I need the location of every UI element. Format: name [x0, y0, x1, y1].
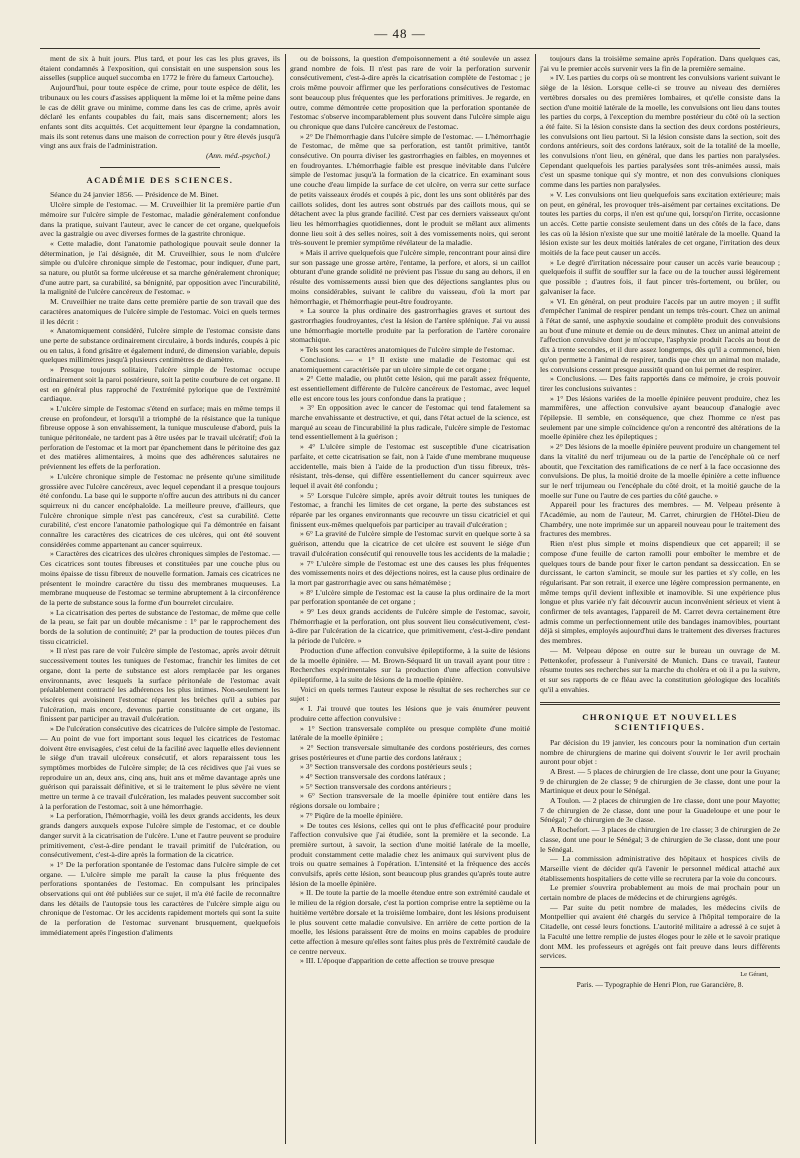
paragraph: » 6° Section transversale de la moelle épinière tout entière dans les régions dorsale ou lombaire ; [290, 791, 530, 811]
paragraph: — La commission administrative des hôpitaux et hospices civils de Marseille vient de décider qu'à l'avenir le personnel médical attaché aux établissements hospitaliers de cette ville se recrutera par la voie du concours. [540, 854, 780, 883]
paragraph: A Brest. — 5 places de chirurgien de 1re classe, dont une pour la Guyane; 9 de chirurgien de 2e classe; 9 de chirurgien de 3e classe, dont une pour la Martinique et deux pour le Sénégal. [540, 766, 780, 796]
paragraph: — Par suite du petit nombre de malades, les médecins civils de Montpellier qui avaient été chargés du service à l'hôpital temporaire de la Citadelle, ont cessé leurs fonctions. L'autorité militaire a adressé à ce sujet à la Faculté une lettre remplie de justes éloges pour le zèle et le savoir pratique dont MM. les professeurs et agrégés ont fait preuve dans leurs différents services. [540, 902, 780, 961]
paragraph: ou de boissons, la question d'empoisonnement a été soulevée un assez grand nombre de fois. Il n'est pas rare de voir la perforation survenir consécutivement, c'est-à-dire après la cicatrisation complète de l'estomac ; je crois même pouvoir affirmer que les perforations consécutives de l'estomac sont beaucoup plus fréquentes que les perforations primitives. Je regarde, en outre, comme démontrée cette proposition que la perforation spontanée de l'estomac s'observe incomparablement plus souvent dans l'ulcère simple aigu ou chronique que dans l'ulcère cancéreux de l'estomac. [290, 54, 530, 131]
paragraph: » 3° Section transversale des cordons postérieurs seuls ; [300, 762, 472, 772]
paragraph: Voici en quels termes l'auteur expose le résultat de ses recherches sur ce sujet : [290, 684, 530, 704]
paragraph: » De l'ulcération consécutive des cicatrices de l'ulcère simple de l'estomac. — Au point de vue fort important sous lequel les cicatrices de l'estomac doivent être envisagées, c'est celui de la facilité avec laquelle elles deviennent le siège d'un travail ulcéreux consécutif, et alors reparaissent tous les symptômes morbides de l'ulcère simple; de là ces récidives que j'ai vues se reproduire un an, deux ans, cinq ans, huit ans et même davantage après une guérison qui paraissait définitive, et si le traitement le plus sévère ne vient mettre un terme à ce travail d'ulcération, les malades peuvent succomber soit à la perforation de l'estomac, soit à une hémorrhagie. [40, 724, 280, 811]
paragraph: » IV. Les parties du corps où se montrent les convulsions varient suivant le siège de la lésion. Lorsque celle-ci se trouve au niveau des dernières vertèbres dorsales ou des premières lombaires, et qu'elle consiste dans la section d'une moitié latérale de la moelle, les convulsions ont lieu dans toutes les parties du corps, à l'exception du membre postérieur du côté où la section a été faite. Si la lésion consiste dans la section des deux cordons postérieurs, les convulsions ont lieu partout. Si la lésion consiste dans la section, soit des cordons antérieurs, soit des cordons latéraux, soit de la totalité de la moelle, les convulsions n'ont lieu, en général, que dans les parties non paralysées. Cependant quelquefois les parties paralysées sont très-animées aussi, mais c'est un spasme tonique qui s'y montre, et non des convulsions cloniques comme dans les parties non paralysées. [540, 73, 780, 190]
paragraph: Par décision du 19 janvier, les concours pour la nomination d'un certain nombre de chirurgiens de marine qui doivent s'ouvrir le 1er avril prochain auront pour objet : [540, 737, 780, 767]
section-title-academy: ACADÉMIE DES SCIENCES. [86, 174, 234, 185]
paragraph: » 1° Des lésions variées de la moelle épinière peuvent produire, chez les mammifères, une affection convulsive ayant beaucoup d'analogie avec l'épilepsie. Il semble, en conséquence, que chez l'homme ce n'est pas seulement par une simple coïncidence qu'on a rencontré des altérations de la moelle épinière chez les épileptiques ; [540, 393, 780, 442]
column-3 [540, 54, 780, 1144]
paragraph: » 2° Section transversale simultanée des cordons postérieurs, des cornes grises postérieures et d'une partie des cordons latéraux ; [290, 742, 530, 762]
paragraph: » De toutes ces lésions, celles qui ont le plus d'efficacité pour produire l'affection convulsive que j'ai étudiée, sont la première et la seconde. La première surtout, à savoir, la section d'une moitié latérale de la moelle, produit constamment cette maladie chez les animaux qui survivent plus de trois ou quatre semaines à l'opération. L'intensité et la fréquence des accès convulsifs, après cette lésion, sont beaucoup plus grandes qu'après toute autre lésion de la moelle épinière. [290, 820, 530, 888]
printer-footer: Paris. — Typographie de Henri Plon, rue Garancière, 8. [576, 979, 744, 989]
paragraph: » Conclusions. — Des faits rapportés dans ce mémoire, je crois pouvoir tirer les conclusions suivantes : [540, 374, 780, 393]
paragraph: » 1° Section transversale complète ou presque complète d'une moitié latérale de la moelle épinière ; [290, 723, 530, 743]
divider [540, 702, 780, 705]
paragraph: Conclusions. — « 1° Il existe une maladie de l'estomac qui est anatomiquement caractérisée par un ulcère simple de cet organe ; [290, 354, 530, 374]
paragraph: » III. L'époque d'apparition de cette affection se trouve presque [300, 956, 495, 966]
paragraph: « Cette maladie, dont l'anatomie pathologique pouvait seule donner la détermination, je l'ai désignée, dit M. Cruveilhier, sous le nom d'ulcère simple ou d'ulcère chronique simple de l'estomac, pour indiquer, d'une part, sa nature, ou plutôt sa forme ulcéreuse et sa marche généralement chronique; d'une autre part, sa curabilité, sa bénignité, par opposition avec l'incurabilité, la malignité de l'ulcère cancéreux de l'estomac. » [40, 238, 280, 297]
paragraph: Appareil pour les fractures des membres. — M. Velpeau présente à l'Académie, au nom de l'auteur, M. Carret, chirurgien de l'Hôtel-Dieu de Chambéry, une note imprimée sur un appareil nouveau pour le traitement des fractures des membres. [540, 500, 780, 539]
paragraph: » Tels sont les caractères anatomiques de l'ulcère simple de l'estomac. [300, 345, 515, 355]
paragraph: » VI. En général, on peut produire l'accès par un autre moyen ; il suffit d'empêcher l'animal de respirer pendant un temps très-court. Chez un animal à l'état de santé, une asphyxie soudaine et complète produit des convulsions au bout d'une minute et demie ou de deux minutes. Chez un animal atteint de l'affection convulsive dont je m'occupe, l'asphyxie produit l'accès au bout de dix à trente secondes, et il dure assez longtemps, dès qu'il a commencé, bien qu'on permette à l'animal de respirer, tandis que chez un animal non malade, les convulsions cessent presque aussitôt quand on lui permet de respirer. [540, 296, 780, 374]
paragraph: » 5° Lorsque l'ulcère simple, après avoir détruit toutes les tuniques de l'estomac, a franchi les limites de cet organe, la perte des substances est réparée par les organes environnants que recouvre un tissu cicatriciel et qui finissent eux-mêmes quelquefois par participer au travail d'ulcération ; [290, 490, 530, 529]
divider [100, 167, 220, 168]
paragraph: A Rochefort. — 3 places de chirurgien de 1re classe; 3 de chirurgien de 2e classe, dont une pour le Sénégal; 3 de chirurgien de 3e classe, dont une pour le Sénégal. [540, 825, 780, 854]
paragraph: ment de six à huit jours. Plus tard, et pour les cas les plus graves, ils étaient condamnés à l'exposition, qui consistait en une suspension sous les aisselles (supplice auquel succomba en 1772 le frère du fameux Cartouche). [40, 54, 280, 83]
paragraph: » La perforation, l'hémorrhagie, voilà les deux grands accidents, les deux grands dangers auxquels expose l'ulcère simple de l'estomac, et ce double danger survit à la cicatrisation de l'ulcère. L'une et l'autre peuvent se produire primitivement, c'est-à-dire pendant le travail primitif de l'ulcération, ou consécutivement, c'est-à-dire après la formation de la cicatrice. [40, 811, 280, 860]
header-rule [40, 48, 760, 49]
paragraph: » 3° En opposition avec le cancer de l'estomac qui tend fatalement sa marche envahissante et destructive, et qui, dans l'état actuel de la science, est marqué au sceau de l'incurabilité la plus radicale, l'ulcère simple de l'estomac tend essentiellement à la guérison ; [290, 403, 530, 442]
source-citation: (Ann. méd.-psychol.) [205, 151, 270, 161]
paragraph: » 7° Piqûre de la moelle épinière. [300, 810, 403, 820]
session-line: Séance du 24 janvier 1856. — Présidence de M. Binet. [50, 190, 219, 200]
paragraph: » L'ulcère chronique simple de l'estomac ne présente qu'une similitude grossière avec l'ulcère cancéreux, avec lequel cependant il a presque toujours été confondu. La base qui le supporte n'offre aucun des attributs ni du cancer squirreux ni du cancer encéphaloïde. La meilleure preuve, d'ailleurs, que l'ulcère chronique simple n'est pas cancéreux, c'est sa curabilité. Cette curabilité, c'est encore l'anatomie pathologique qui l'a démontrée en faisant connaître les caractères des cicatrices de ces ulcères, qui ont été souvent considérées comme appartenant au cancer squirreux. [40, 471, 280, 549]
paragraph: Production d'une affection convulsive épileptiforme, à la suite de lésions de la moelle épinière. — M. Brown-Séquard lit un travail ayant pour titre : Recherches expérimentales sur la production d'une affection convulsive épileptiforme, à la suite de lésions de la moelle épinière. [290, 645, 530, 684]
paragraph: » L'ulcère simple de l'estomac s'étend en surface; mais en même temps il creuse en profondeur, et lorsqu'il a triomphé de la résistance que la tunique fibreuse oppose à son envahissement, la tunique musculeuse d'abord, puis la tunique péritonéale, ne tardent pas à être usées par le travail ulcératif; d'où la perforation de l'estomac et la mort par épanchement dans le péritoine des gaz et des matières alimentaires, à moins que des adhérences salutaires ne préviennent les effets de la perforation. [40, 403, 280, 472]
paragraph: » II. De toute la partie de la moelle étendue entre son extrémité caudale et le milieu de la région dorsale, c'est la portion comprise entre la septième ou la huitième vertèbre dorsale et la troisième lombaire, dont les lésions produisent le plus souvent cette maladie convulsive. En arrière de cette portion de la moelle, les lésions paraissent être de moins en moins capables de produire cette affection à mesure qu'elles sont faites plus près de l'extrémité caudale de ce centre nerveux. [290, 888, 530, 956]
paragraph: » 6° La gravité de l'ulcère simple de l'estomac survit en quelque sorte à sa guérison, attendu que la cicatrice de cet ulcère est souvent le siége d'un travail d'ulcération consécutif qui renouvelle tous les accidents de la maladie ; [290, 529, 530, 558]
paragraph: » 7° L'ulcère simple de l'estomac est une des causes les plus fréquentes des vomissements noirs et des déjections noires, est la cause plus ordinaire de la mort par gastrorrhagie avec ou sans hématémèse ; [290, 558, 530, 587]
paragraph: » 4° L'ulcère simple de l'estomac est susceptible d'une cicatrisation parfaite, et cette cicatrisation se fait, non à l'aide d'une membrane muqueuse accidentelle, mais bien à l'aide de la production d'un tissu fibreux, très-résistant, très-dense, qui diffère essentiellement du cancer squirreux avec lequel il avait été confondu ; [290, 442, 530, 490]
paragraph: « Anatomiquement considéré, l'ulcère simple de l'estomac consiste dans une perte de substance ordinairement circulaire, à bords indurés, coupés à pic ou en talus, à fond grisâtre et également induré, de dimension variable, depuis quelques millimètres jusqu'à plusieurs centimètres de diamètre. [40, 326, 280, 365]
paragraph: Rien n'est plus simple et moins dispendieux que cet appareil; il se compose d'une feuille de carton ramolli pour emboîter le membre et de quelques tours de bande pour fixer le carton pendant sa dessiccation. En se durcissant, le carton s'amincit, se moule sur les parties et s'y colle, en les régularisant. Par son retrait, il exerce une légère compression permanente, en même temps qu'il devient inflexible et inamovible. Si une expérience plus longue et plus variée n'y fait découvrir aucun inconvénient sérieux et vient à confirmer de tels avantages, l'appareil de M. Carret devra certainement être admis comme un perfectionnement utile des bandages inamovibles, pourtant déjà si simples, employés aujourd'hui dans le traitement des diverses fractures des membres. [540, 539, 780, 646]
paragraph: — M. Velpeau dépose en outre sur le bureau un ouvrage de M. Pettenkofer, professeur à l'université de Munich. Dans ce travail, l'auteur résume toutes ses recherches sur la marche du choléra et où il a pu la suivre, et sur ses rapports de ce fléau avec la constitution géologique des localités qu'il a envahies. [540, 645, 780, 694]
paragraph: » Le degré d'irritation nécessaire pour causer un accès varie beaucoup ; quelquefois il suffit de souffler sur la face ou de la toucher aussi légèrement que possible ; d'autres fois, il faut pincer très-fortement, ou brûler, ou galvaniser la face. [540, 257, 780, 296]
paragraph: » V. Les convulsions ont lieu quelquefois sans excitation extérieure; mais on peut, en général, les provoquer très-aisément par certaines excitations. De toutes les parties du corps, il n'en est qu'une qui, lorsqu'on l'irrite, occasionne un accès. Cette partie consiste seulement dans un des côtés de la face, dans les cas où la lésion n'existe que sur une moitié latérale de la moelle. Quand la lésion existe sur les deux moitiés latérales de cet organe, l'irritation des deux moitiés de la face peut causer un accès. [540, 189, 780, 258]
page-number: — 48 — [374, 26, 426, 41]
paragraph: » 4° Section transversale des cordons latéraux ; [300, 772, 446, 782]
footer-rule [540, 967, 780, 968]
paragraph: » 2° De l'hémorrhagie dans l'ulcère simple de l'estomac. — L'hémorrhagie de l'estomac, de même que sa perforation, est tantôt primitive, tantôt consécutive. On pourra diviser les gastrorrhagies en faibles, en moyennes et en foudroyantes. L'hémorrhagie faible est presque inévitable dans l'ulcère simple de l'estomac jusqu'à la formation de la cicatrice. En examinant sous une couche d'eau limpide la surface de cet ulcère, on verra sur cette surface de petits vaisseaux érodés et coupés à pic, dont les uns sont oblitérés par des caillots solides, dont les autres sont obstrués par des caillots mous, qui se détachent avec la plus grande facilité. C'est par ces derniers vaisseaux qu'ont lieu les hémorrhagies quotidiennes, dont le produit se mêlant aux aliments donne lieu soit à des selles noires, soit à des vomissements noirs, qui seront très-souvent le premier symptôme révélateur de la maladie. [290, 131, 530, 248]
column-1 [40, 54, 280, 1144]
paragraph: » Il n'est pas rare de voir l'ulcère simple de l'estomac, après avoir détruit successivement toutes les tuniques de l'estomac, franchir les limites de cet organe, dont la perte de substance est alors remplacée par les organes environnants, avec lesquels la surface péritonéale de l'estomac avait préalablement contracté les adhérences les plus intimes. Non-seulement les viscères qui avoisinent l'estomac réparent les brèches qu'il a subies par l'ulcération, mais encore, devenus partie constituante de cet organe, ils finissent par participer au travail d'ulcération. [40, 646, 280, 724]
paragraph: » La cicatrisation des pertes de substance de l'estomac, de même que celle de la peau, se fait par un double mécanisme : 1° par le rapprochement des bords de la solution de continuité; 2° par la production de toutes pièces d'un tissu cicatriciel. [40, 607, 280, 646]
paragraph: » Presque toujours solitaire, l'ulcère simple de l'estomac occupe ordinairement soit la paroi postérieure, soit la petite courbure de cet organe. Il est en général plus rapproché de l'extrémité pylorique que de l'extrémité cardiaque. [40, 365, 280, 404]
signature-label: Le Gérant, [740, 970, 768, 978]
paragraph: M. Cruveilhier ne traite dans cette première partie de son travail que des caractères anatomiques de l'ulcère simple de l'estomac. Voici en quels termes il les décrit : [40, 297, 280, 326]
section-title-chronique: CHRONIQUE ET NOUVELLES SCIENTIFIQUES. [582, 712, 738, 733]
paragraph: « I. J'ai trouvé que toutes les lésions que je vais énumérer peuvent produire cette affection convulsive : [290, 704, 530, 723]
paragraph: Le premier s'ouvrira probablement au mois de mai prochain pour un certain nombre de places de médecins et de chirurgiens agrégés. [540, 883, 780, 903]
paragraph: » 8° L'ulcère simple de l'estomac est la cause la plus ordinaire de la mort par perforation spontanée de cet organe ; [290, 587, 530, 607]
paragraph: » 2° Cette maladie, ou plutôt cette lésion, qui me paraît assez fréquente, est essentiellement différente de l'ulcère cancéreux de l'estomac, avec lequel elle est encore tous les jours confondue dans la pratique ; [290, 374, 530, 403]
paragraph: toujours dans la troisième semaine après l'opération. Dans quelques cas, j'ai vu le premier accès survenir vers la fin de la première semaine. [540, 54, 780, 73]
paragraph: » Caractères des cicatrices des ulcères chroniques simples de l'estomac. — Ces cicatrices sont toutes fibreuses et constituées par une couche plus ou moins épaisse de tissu fibreux de nouvelle formation. Jamais ces cicatrices ne présentent le moindre caractère du tissu des membranes muqueuses. La membrane muqueuse de l'estomac se termine abruptement à la circonférence de la perte de substance sous la forme d'un bourrelet circulaire. [40, 549, 280, 607]
paragraph: » 9° Les deux grands accidents de l'ulcère simple de l'estomac, savoir, l'hémorrhagie et la perforation, ont plus souvent lieu consécutivement, c'est-à-dire par l'ulcération de la cicatrice, que primitivement, c'est-à-dire pendant la période de l'ulcère. » [290, 607, 530, 646]
paragraph: » Mais il arrive quelquefois que l'ulcère simple, rencontrant pour ainsi dire sur son passage une grosse artère, l'entame, la perfore, et alors, si un caillot obturant d'une grande solidité ne prévient pas l'issue du sang au dehors, il en résulte des vomissements aussi bien que des déjections sanglantes plus ou moins considérables, suivant le calibre du vaisseau, d'où la mort par hémorrhagie, et l'hémorrhagie peut-être foudroyante. [290, 248, 530, 306]
paragraph: » 2° Des lésions de la moelle épinière peuvent produire un changement tel dans la vitalité du nerf trijumeau ou de la partie de l'encéphale où ce nerf aboutit, que l'excitation des ramifications de ce nerf à la face occasionne des convulsions. De plus, la moitié droite de la moelle épinière a cette influence sur le nerf trijumeau ou l'encéphale du côté droit, et la moitié gauche de la moelle sur l'une ou l'autre de ces parties du côté gauche. » [540, 442, 780, 500]
column-2 [290, 54, 530, 1144]
column-divider [285, 54, 286, 1144]
paragraph: A Toulon. — 2 places de chirurgien de 1re classe, dont une pour Mayotte; 7 de chirurgien de 2e classe, dont une pour la Guadeloupe et une pour le Sénégal; 7 de chirurgien de 3e classe. [540, 796, 780, 825]
paragraph: » La source la plus ordinaire des gastrorrhagies graves et surtout des gastrorrhagies foudroyantes, c'est la lésion de l'artère splénique. J'ai vu aussi une hémorrhagie mortelle produite par la perforation de l'artère coronaire stomachique. [290, 306, 530, 345]
paragraph: Aujourd'hui, pour toute espèce de crime, pour toute espèce de délit, les tribunaux ou les cours d'assises appliquent la même loi et la même peine dans le cas de délit grave ou minime, comme dans les cas de crime, après avoir déclaré les enfants coupables du fait, mais sans discernement; alors les enfants sont dits acquittés. Cet acquittement leur épargne la condamnation, mais ils sont retenus dans une maison de correction pour y être élevés jusqu'à vingt ans aux frais de l'administration. [40, 83, 280, 151]
column-divider [535, 54, 536, 1144]
paragraph: » 5° Section transversale des cordons antérieurs ; [300, 781, 452, 791]
paragraph: » 1° De la perforation spontanée de l'estomac dans l'ulcère simple de cet organe. — L'ulcère simple me paraît la cause la plus fréquente des perforations spontanées de l'estomac. En compulsant les principales observations qui ont été publiées sur ce sujet, il m'a été facile de reconnaître dans les détails de l'autopsie tous les caractères de l'ulcère simple aigu ou chronique de l'estomac. Or les accidents rapidement mortels qui sont la suite de la perforation de l'estomac survenant brusquement, quelquefois immédiatement après l'ingestion d'aliments [40, 859, 280, 937]
paragraph: Ulcère simple de l'estomac. — M. Cruveilhier lit la première partie d'un mémoire sur l'ulcère simple de l'estomac, maladie généralement confondue dans la pratique, suivant l'auteur, avec le cancer de cet organe, quelquefois avec la gastralgie ou avec diverses formes de la gastrite chronique. [40, 200, 280, 239]
